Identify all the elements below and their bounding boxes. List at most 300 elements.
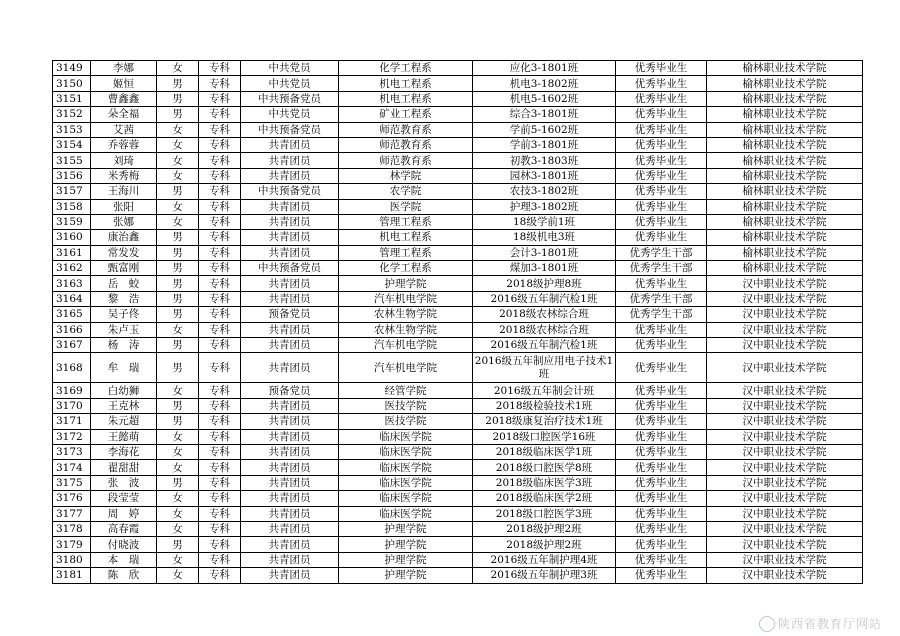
cell-level: 专科 xyxy=(199,568,241,583)
cell-name: 陈 欣 xyxy=(91,568,157,583)
table-row xyxy=(53,506,863,521)
cell-department: 管理工程系 xyxy=(339,245,473,260)
cell-school: 汉中职业技术学院 xyxy=(707,291,863,306)
cell-gender: 女 xyxy=(157,552,199,567)
cell-class: 2018级检验技术1班 xyxy=(473,398,616,413)
cell-level: 专科 xyxy=(199,307,241,322)
cell-school: 汉中职业技术学院 xyxy=(707,414,863,429)
cell-class: 2018级农林综合班 xyxy=(473,322,616,337)
cell-name: 付晓波 xyxy=(91,537,157,552)
cell-name: 段莹莹 xyxy=(91,491,157,506)
cell-award: 优秀学生干部 xyxy=(616,307,707,322)
cell-number: 3156 xyxy=(53,168,91,183)
cell-name: 王海川 xyxy=(91,184,157,199)
cell-class: 2018级口腔医学8班 xyxy=(473,460,616,475)
cell-department: 师范教育系 xyxy=(339,137,473,152)
cell-gender: 男 xyxy=(157,245,199,260)
cell-class: 学前3-1801班 xyxy=(473,137,616,152)
cell-school: 汉中职业技术学院 xyxy=(707,322,863,337)
table-row xyxy=(53,184,863,199)
cell-level: 专科 xyxy=(199,214,241,229)
table-row xyxy=(53,537,863,552)
table-row xyxy=(53,429,863,444)
cell-political-status: 共青团员 xyxy=(241,199,339,214)
cell-award: 优秀毕业生 xyxy=(616,184,707,199)
cell-level: 专科 xyxy=(199,137,241,152)
cell-department: 医技学院 xyxy=(339,414,473,429)
cell-level: 专科 xyxy=(199,475,241,490)
cell-name: 周 婷 xyxy=(91,506,157,521)
table-row xyxy=(53,568,863,583)
cell-school: 汉中职业技术学院 xyxy=(707,353,863,383)
cell-department: 机电工程系 xyxy=(339,91,473,106)
cell-political-status: 共青团员 xyxy=(241,353,339,383)
cell-political-status: 共青团员 xyxy=(241,230,339,245)
cell-school: 榆林职业技术学院 xyxy=(707,261,863,276)
cell-number: 3163 xyxy=(53,276,91,291)
cell-political-status: 预备党员 xyxy=(241,307,339,322)
cell-department: 护理学院 xyxy=(339,537,473,552)
cell-level: 专科 xyxy=(199,383,241,398)
cell-gender: 女 xyxy=(157,153,199,168)
table-row xyxy=(53,245,863,260)
cell-department: 护理学院 xyxy=(339,276,473,291)
emblem-icon xyxy=(759,616,775,632)
table-row xyxy=(53,107,863,122)
cell-school: 汉中职业技术学院 xyxy=(707,398,863,413)
cell-class: 煤加3-1801班 xyxy=(473,261,616,276)
cell-number: 3164 xyxy=(53,291,91,306)
cell-name: 刘琦 xyxy=(91,153,157,168)
cell-name: 艾茜 xyxy=(91,122,157,137)
table-row xyxy=(53,398,863,413)
cell-level: 专科 xyxy=(199,506,241,521)
cell-award: 优秀毕业生 xyxy=(616,276,707,291)
cell-level: 专科 xyxy=(199,521,241,536)
cell-class: 2016级五年制应用电子技术1班 xyxy=(473,353,616,383)
cell-award: 优秀毕业生 xyxy=(616,353,707,383)
cell-name: 本 瑞 xyxy=(91,552,157,567)
cell-name: 米秀梅 xyxy=(91,168,157,183)
cell-award: 优秀毕业生 xyxy=(616,568,707,583)
cell-political-status: 共青团员 xyxy=(241,429,339,444)
cell-department: 护理学院 xyxy=(339,552,473,567)
watermark-text: 陕西省教育厅网站 xyxy=(777,616,882,631)
table-row xyxy=(53,122,863,137)
cell-award: 优秀毕业生 xyxy=(616,199,707,214)
cell-number: 3169 xyxy=(53,383,91,398)
cell-number: 3178 xyxy=(53,521,91,536)
cell-level: 专科 xyxy=(199,276,241,291)
cell-class: 会计3-1801班 xyxy=(473,245,616,260)
cell-number: 3159 xyxy=(53,214,91,229)
cell-gender: 男 xyxy=(157,537,199,552)
cell-class: 18级机电3班 xyxy=(473,230,616,245)
cell-school: 汉中职业技术学院 xyxy=(707,276,863,291)
cell-school: 榆林职业技术学院 xyxy=(707,153,863,168)
cell-name: 常发发 xyxy=(91,245,157,260)
cell-department: 汽车机电学院 xyxy=(339,338,473,353)
cell-department: 林学院 xyxy=(339,168,473,183)
cell-school: 汉中职业技术学院 xyxy=(707,537,863,552)
cell-name: 黎 浩 xyxy=(91,291,157,306)
cell-department: 矿业工程系 xyxy=(339,107,473,122)
cell-school: 榆林职业技术学院 xyxy=(707,214,863,229)
cell-award: 优秀毕业生 xyxy=(616,414,707,429)
cell-political-status: 共青团员 xyxy=(241,322,339,337)
cell-name: 岳 蛟 xyxy=(91,276,157,291)
cell-department: 化学工程系 xyxy=(339,261,473,276)
cell-political-status: 预备党员 xyxy=(241,383,339,398)
cell-gender: 男 xyxy=(157,276,199,291)
cell-gender: 女 xyxy=(157,521,199,536)
table-row xyxy=(53,322,863,337)
cell-school: 榆林职业技术学院 xyxy=(707,137,863,152)
cell-level: 专科 xyxy=(199,107,241,122)
cell-name: 王懿萌 xyxy=(91,429,157,444)
cell-number: 3155 xyxy=(53,153,91,168)
cell-number: 3165 xyxy=(53,307,91,322)
cell-political-status: 共青团员 xyxy=(241,444,339,459)
cell-political-status: 共青团员 xyxy=(241,552,339,567)
cell-award: 优秀毕业生 xyxy=(616,91,707,106)
cell-level: 专科 xyxy=(199,460,241,475)
cell-gender: 男 xyxy=(157,91,199,106)
cell-award: 优秀毕业生 xyxy=(616,107,707,122)
table-row xyxy=(53,230,863,245)
cell-class: 2018级临床医学1班 xyxy=(473,444,616,459)
cell-school: 榆林职业技术学院 xyxy=(707,168,863,183)
cell-number: 3171 xyxy=(53,414,91,429)
cell-department: 机电工程系 xyxy=(339,76,473,91)
cell-gender: 女 xyxy=(157,460,199,475)
cell-number: 3181 xyxy=(53,568,91,583)
cell-political-status: 共青团员 xyxy=(241,338,339,353)
cell-name: 张 波 xyxy=(91,475,157,490)
table-row xyxy=(53,307,863,322)
cell-gender: 男 xyxy=(157,261,199,276)
cell-political-status: 共青团员 xyxy=(241,276,339,291)
cell-gender: 女 xyxy=(157,491,199,506)
cell-award: 优秀学生干部 xyxy=(616,261,707,276)
cell-award: 优秀毕业生 xyxy=(616,230,707,245)
table-row xyxy=(53,91,863,106)
cell-class: 2018级口腔医学3班 xyxy=(473,506,616,521)
cell-name: 高春霞 xyxy=(91,521,157,536)
cell-number: 3176 xyxy=(53,491,91,506)
table-row xyxy=(53,153,863,168)
cell-class: 2018级康复治疗技术1班 xyxy=(473,414,616,429)
cell-level: 专科 xyxy=(199,291,241,306)
cell-department: 临床医学院 xyxy=(339,444,473,459)
cell-name: 白幼狮 xyxy=(91,383,157,398)
cell-school: 榆林职业技术学院 xyxy=(707,107,863,122)
cell-school: 汉中职业技术学院 xyxy=(707,475,863,490)
cell-gender: 女 xyxy=(157,383,199,398)
cell-number: 3149 xyxy=(53,61,91,76)
cell-award: 优秀毕业生 xyxy=(616,168,707,183)
cell-class: 机电3-1802班 xyxy=(473,76,616,91)
cell-department: 经管学院 xyxy=(339,383,473,398)
cell-class: 应化3-1801班 xyxy=(473,61,616,76)
cell-class: 2018级护理2班 xyxy=(473,537,616,552)
cell-political-status: 中共预备党员 xyxy=(241,261,339,276)
cell-name: 朱元超 xyxy=(91,414,157,429)
cell-school: 汉中职业技术学院 xyxy=(707,568,863,583)
table-row xyxy=(53,475,863,490)
cell-political-status: 共青团员 xyxy=(241,475,339,490)
cell-number: 3167 xyxy=(53,338,91,353)
cell-class: 农技3-1802班 xyxy=(473,184,616,199)
cell-name: 吴子佟 xyxy=(91,307,157,322)
cell-gender: 男 xyxy=(157,291,199,306)
cell-department: 管理工程系 xyxy=(339,214,473,229)
cell-department: 护理学院 xyxy=(339,568,473,583)
table-row xyxy=(53,199,863,214)
cell-political-status: 中共党员 xyxy=(241,76,339,91)
cell-name: 张阳 xyxy=(91,199,157,214)
cell-school: 榆林职业技术学院 xyxy=(707,199,863,214)
cell-class: 2018级口腔医学16班 xyxy=(473,429,616,444)
cell-level: 专科 xyxy=(199,429,241,444)
cell-political-status: 共青团员 xyxy=(241,214,339,229)
cell-class: 综合3-1801班 xyxy=(473,107,616,122)
cell-department: 医技学院 xyxy=(339,398,473,413)
cell-award: 优秀学生干部 xyxy=(616,291,707,306)
cell-name: 张娜 xyxy=(91,214,157,229)
cell-gender: 女 xyxy=(157,168,199,183)
cell-name: 朵全福 xyxy=(91,107,157,122)
cell-school: 汉中职业技术学院 xyxy=(707,460,863,475)
cell-department: 临床医学院 xyxy=(339,506,473,521)
table-row xyxy=(53,521,863,536)
cell-gender: 女 xyxy=(157,214,199,229)
cell-class: 2018级护理2班 xyxy=(473,521,616,536)
cell-level: 专科 xyxy=(199,414,241,429)
cell-level: 专科 xyxy=(199,338,241,353)
cell-school: 榆林职业技术学院 xyxy=(707,230,863,245)
cell-award: 优秀毕业生 xyxy=(616,61,707,76)
table-row xyxy=(53,460,863,475)
cell-school: 榆林职业技术学院 xyxy=(707,61,863,76)
cell-political-status: 中共党员 xyxy=(241,107,339,122)
table-row xyxy=(53,444,863,459)
cell-award: 优秀毕业生 xyxy=(616,322,707,337)
cell-class: 2018级护理8班 xyxy=(473,276,616,291)
cell-gender: 男 xyxy=(157,184,199,199)
cell-number: 3179 xyxy=(53,537,91,552)
cell-political-status: 中共预备党员 xyxy=(241,122,339,137)
cell-gender: 女 xyxy=(157,444,199,459)
cell-gender: 女 xyxy=(157,199,199,214)
cell-level: 专科 xyxy=(199,61,241,76)
table-row xyxy=(53,261,863,276)
cell-department: 机电工程系 xyxy=(339,230,473,245)
cell-political-status: 共青团员 xyxy=(241,491,339,506)
cell-number: 3158 xyxy=(53,199,91,214)
cell-level: 专科 xyxy=(199,76,241,91)
cell-level: 专科 xyxy=(199,91,241,106)
cell-class: 2016级五年制护理4班 xyxy=(473,552,616,567)
cell-political-status: 共青团员 xyxy=(241,460,339,475)
cell-level: 专科 xyxy=(199,199,241,214)
table-row xyxy=(53,168,863,183)
cell-number: 3152 xyxy=(53,107,91,122)
cell-award: 优秀毕业生 xyxy=(616,491,707,506)
cell-level: 专科 xyxy=(199,444,241,459)
table-row xyxy=(53,338,863,353)
cell-school: 榆林职业技术学院 xyxy=(707,184,863,199)
cell-award: 优秀毕业生 xyxy=(616,475,707,490)
cell-name: 王克林 xyxy=(91,398,157,413)
cell-department: 化学工程系 xyxy=(339,61,473,76)
cell-award: 优秀毕业生 xyxy=(616,537,707,552)
watermark xyxy=(759,615,882,633)
cell-number: 3177 xyxy=(53,506,91,521)
cell-class: 2016级五年制汽检1班 xyxy=(473,338,616,353)
cell-level: 专科 xyxy=(199,398,241,413)
cell-name: 李娜 xyxy=(91,61,157,76)
cell-number: 3172 xyxy=(53,429,91,444)
cell-level: 专科 xyxy=(199,491,241,506)
cell-award: 优秀毕业生 xyxy=(616,76,707,91)
cell-level: 专科 xyxy=(199,261,241,276)
cell-school: 汉中职业技术学院 xyxy=(707,506,863,521)
cell-gender: 男 xyxy=(157,398,199,413)
cell-number: 3166 xyxy=(53,322,91,337)
cell-class: 护理3-1802班 xyxy=(473,199,616,214)
table-row xyxy=(53,61,863,76)
cell-political-status: 共青团员 xyxy=(241,506,339,521)
cell-department: 医学院 xyxy=(339,199,473,214)
cell-name: 康治鑫 xyxy=(91,230,157,245)
table-row xyxy=(53,383,863,398)
cell-level: 专科 xyxy=(199,552,241,567)
cell-school: 汉中职业技术学院 xyxy=(707,429,863,444)
cell-level: 专科 xyxy=(199,537,241,552)
cell-department: 农林生物学院 xyxy=(339,322,473,337)
cell-name: 姬恒 xyxy=(91,76,157,91)
cell-award: 优秀学生干部 xyxy=(616,245,707,260)
cell-award: 优秀毕业生 xyxy=(616,398,707,413)
cell-class: 18级学前1班 xyxy=(473,214,616,229)
cell-school: 汉中职业技术学院 xyxy=(707,338,863,353)
cell-department: 临床医学院 xyxy=(339,429,473,444)
cell-number: 3161 xyxy=(53,245,91,260)
table-row xyxy=(53,414,863,429)
cell-department: 汽车机电学院 xyxy=(339,291,473,306)
cell-political-status: 中共预备党员 xyxy=(241,91,339,106)
cell-class: 2016级五年制会计班 xyxy=(473,383,616,398)
cell-class: 2016级五年制护理3班 xyxy=(473,568,616,583)
cell-name: 李海花 xyxy=(91,444,157,459)
cell-department: 临床医学院 xyxy=(339,491,473,506)
cell-class: 2018级农林综合班 xyxy=(473,307,616,322)
cell-award: 优秀毕业生 xyxy=(616,338,707,353)
cell-number: 3157 xyxy=(53,184,91,199)
cell-award: 优秀毕业生 xyxy=(616,137,707,152)
cell-class: 2018级临床医学2班 xyxy=(473,491,616,506)
cell-award: 优秀毕业生 xyxy=(616,552,707,567)
cell-level: 专科 xyxy=(199,168,241,183)
table-row xyxy=(53,76,863,91)
cell-department: 汽车机电学院 xyxy=(339,353,473,383)
cell-level: 专科 xyxy=(199,122,241,137)
cell-number: 3153 xyxy=(53,122,91,137)
cell-gender: 男 xyxy=(157,475,199,490)
cell-department: 师范教育系 xyxy=(339,122,473,137)
cell-name: 杨 涛 xyxy=(91,338,157,353)
table-row xyxy=(53,491,863,506)
cell-name: 甄富刚 xyxy=(91,261,157,276)
cell-name: 乔蓉蓉 xyxy=(91,137,157,152)
cell-political-status: 共青团员 xyxy=(241,291,339,306)
cell-level: 专科 xyxy=(199,184,241,199)
cell-political-status: 共青团员 xyxy=(241,168,339,183)
table-row xyxy=(53,214,863,229)
cell-number: 3151 xyxy=(53,91,91,106)
cell-number: 3168 xyxy=(53,353,91,383)
cell-award: 优秀毕业生 xyxy=(616,383,707,398)
table-row xyxy=(53,552,863,567)
cell-number: 3173 xyxy=(53,444,91,459)
cell-gender: 男 xyxy=(157,307,199,322)
cell-school: 汉中职业技术学院 xyxy=(707,552,863,567)
cell-political-status: 共青团员 xyxy=(241,398,339,413)
cell-name: 曹鑫鑫 xyxy=(91,91,157,106)
cell-level: 专科 xyxy=(199,245,241,260)
cell-class: 2018级临床医学3班 xyxy=(473,475,616,490)
cell-school: 汉中职业技术学院 xyxy=(707,521,863,536)
cell-number: 3180 xyxy=(53,552,91,567)
cell-class: 机电5-1602班 xyxy=(473,91,616,106)
cell-department: 临床医学院 xyxy=(339,475,473,490)
cell-school: 榆林职业技术学院 xyxy=(707,122,863,137)
cell-level: 专科 xyxy=(199,353,241,383)
cell-gender: 女 xyxy=(157,137,199,152)
cell-political-status: 共青团员 xyxy=(241,414,339,429)
cell-department: 农学院 xyxy=(339,184,473,199)
cell-award: 优秀毕业生 xyxy=(616,506,707,521)
award-table xyxy=(52,60,863,584)
cell-gender: 女 xyxy=(157,122,199,137)
cell-award: 优秀毕业生 xyxy=(616,444,707,459)
cell-political-status: 中共党员 xyxy=(241,61,339,76)
cell-gender: 女 xyxy=(157,429,199,444)
cell-department: 护理学院 xyxy=(339,521,473,536)
cell-gender: 男 xyxy=(157,338,199,353)
table-row xyxy=(53,291,863,306)
cell-level: 专科 xyxy=(199,230,241,245)
cell-gender: 男 xyxy=(157,76,199,91)
cell-school: 汉中职业技术学院 xyxy=(707,444,863,459)
cell-political-status: 共青团员 xyxy=(241,137,339,152)
cell-class: 初教3-1803班 xyxy=(473,153,616,168)
cell-gender: 女 xyxy=(157,322,199,337)
cell-award: 优秀毕业生 xyxy=(616,521,707,536)
cell-award: 优秀毕业生 xyxy=(616,153,707,168)
cell-class: 2016级五年制汽检1班 xyxy=(473,291,616,306)
award-table-body xyxy=(53,61,863,584)
cell-award: 优秀毕业生 xyxy=(616,429,707,444)
cell-name: 朱卢玉 xyxy=(91,322,157,337)
table-row xyxy=(53,353,863,383)
cell-number: 3150 xyxy=(53,76,91,91)
cell-award: 优秀毕业生 xyxy=(616,214,707,229)
cell-gender: 男 xyxy=(157,230,199,245)
cell-class: 园林3-1801班 xyxy=(473,168,616,183)
cell-number: 3175 xyxy=(53,475,91,490)
